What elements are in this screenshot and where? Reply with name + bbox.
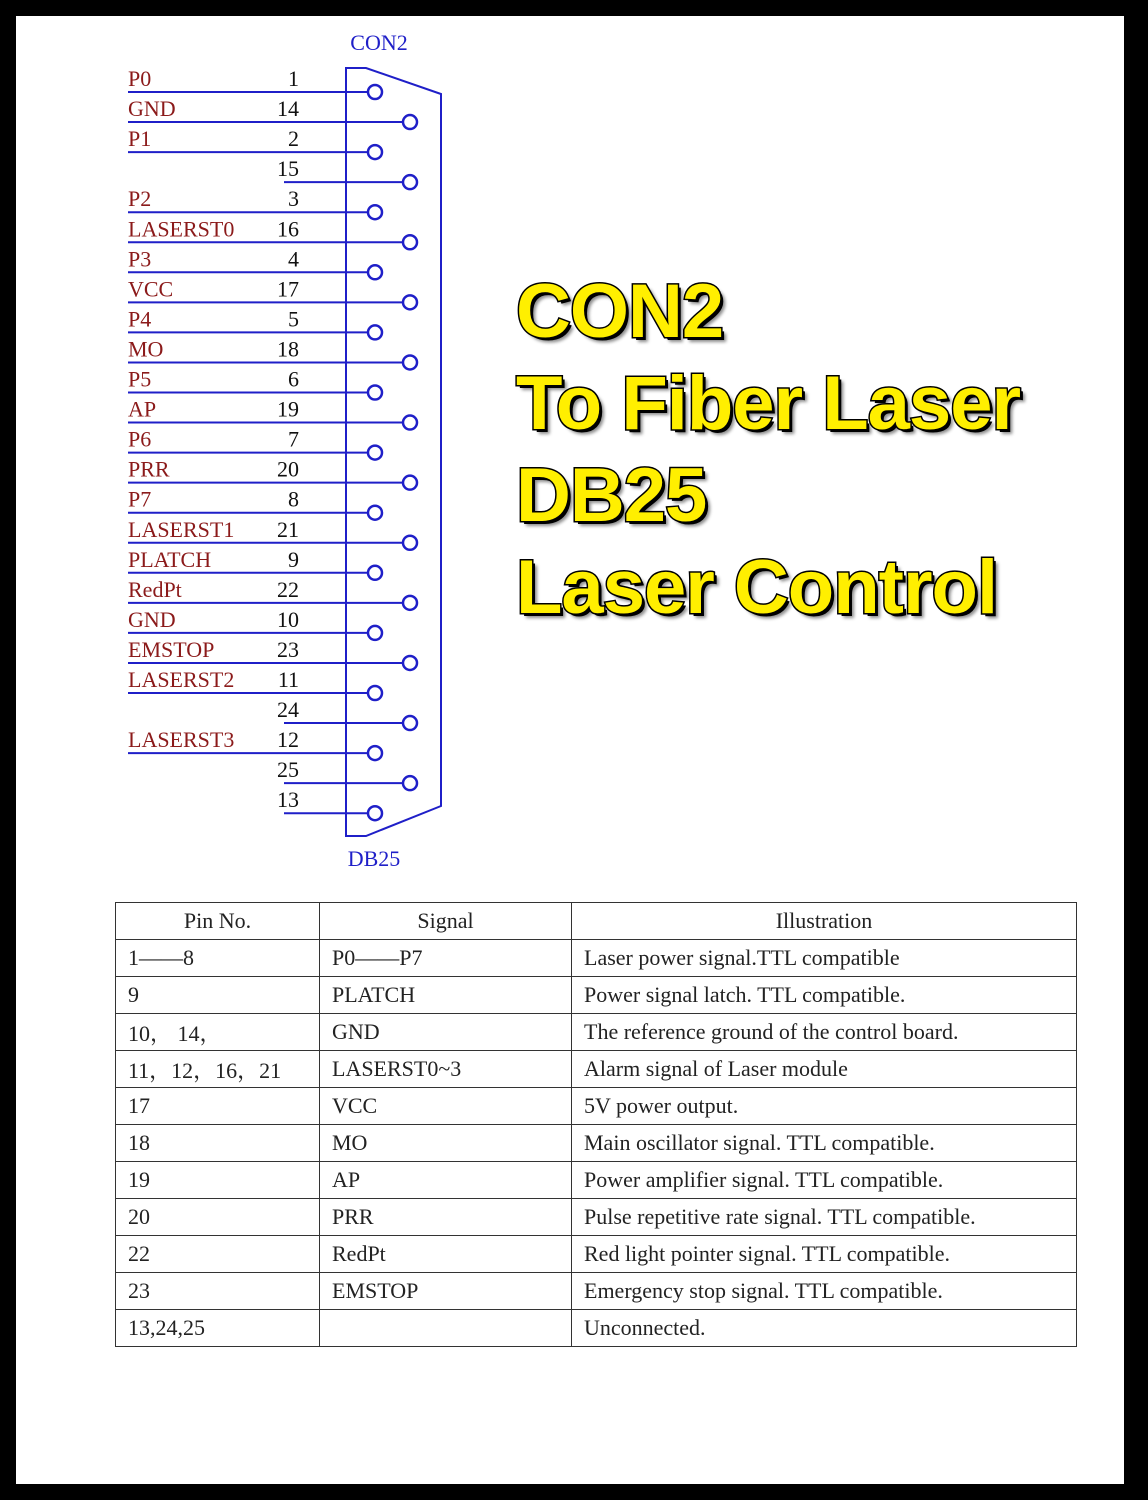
pin-number: 2 — [288, 126, 299, 152]
cell-signal: VCC — [320, 1088, 572, 1125]
pin-number: 11 — [277, 667, 299, 692]
pin-contact — [368, 806, 382, 820]
pin-contact — [368, 446, 382, 460]
cell-illustration: Alarm signal of Laser module — [572, 1051, 1077, 1088]
cell-signal: P0——P7 — [320, 940, 572, 977]
pin-number: 13 — [277, 787, 299, 813]
cell-signal — [320, 1310, 572, 1347]
pin-signal-label: P4 — [128, 306, 152, 332]
table-row — [116, 1273, 1077, 1310]
connector-type-label: DB25 — [347, 846, 401, 871]
cell-pin: 20 — [116, 1199, 320, 1236]
cell-pin: 1——8 — [116, 940, 320, 977]
cell-illustration: Red light pointer signal. TTL compatible. — [572, 1236, 1077, 1273]
pin-contact — [368, 386, 382, 400]
cell-pin: 18 — [116, 1125, 320, 1162]
cell-signal: LASERST0~3 — [320, 1051, 572, 1088]
cell-illustration: Main oscillator signal. TTL compatible. — [572, 1125, 1077, 1162]
db25-schematic — [16, 16, 536, 886]
pin-signal-label: LASERST3 — [128, 727, 235, 753]
headline-line-4: Laser Control — [516, 545, 998, 630]
pin-signal-label: EMSTOP — [128, 636, 215, 662]
pin-number: 9 — [288, 546, 299, 572]
cell-signal: PRR — [320, 1199, 572, 1236]
pin-contact — [403, 295, 417, 309]
pin-signal-label: P5 — [128, 366, 152, 392]
pin-signal-label: LASERST0 — [128, 216, 235, 242]
cell-signal: PLATCH — [320, 977, 572, 1014]
pin-number: 18 — [277, 336, 299, 362]
pin-number: 14 — [277, 96, 299, 122]
cell-signal: RedPt — [320, 1236, 572, 1273]
pin-contact — [403, 716, 417, 730]
pin-signal-label: LASERST1 — [128, 516, 235, 542]
cell-illustration: Laser power signal.TTL compatible — [572, 940, 1077, 977]
table-row — [116, 1162, 1077, 1199]
headline-line-1: CON2 — [516, 269, 724, 354]
pin-number: 17 — [277, 276, 299, 302]
cell-pin: 19 — [116, 1162, 320, 1199]
pin-signal-label: PRR — [128, 456, 170, 482]
pin-number: 19 — [277, 396, 299, 422]
pin-number: 3 — [288, 186, 299, 212]
pin-signal-label: GND — [128, 96, 176, 122]
pin-contact — [403, 476, 417, 490]
pin-number: 5 — [288, 306, 299, 332]
pin-number: 4 — [288, 246, 299, 272]
headline-line-2: To Fiber Laser — [516, 361, 1021, 446]
pin-contact — [368, 85, 382, 99]
pin-contact — [368, 265, 382, 279]
pin-number: 7 — [288, 426, 299, 452]
headline — [516, 266, 1020, 634]
pin-number: 10 — [277, 606, 299, 632]
pin-contact — [368, 145, 382, 159]
cell-signal: GND — [320, 1014, 572, 1051]
pin-contact — [368, 506, 382, 520]
table-row — [116, 940, 1077, 977]
header-illustration: Illustration — [572, 903, 1077, 940]
pin-number: 16 — [277, 216, 299, 242]
pin-number: 24 — [277, 697, 299, 723]
table-row — [116, 977, 1077, 1014]
pin-signal-label: VCC — [128, 276, 174, 302]
cell-pin: 10， 14， — [116, 1014, 320, 1051]
pin-signal-label: P7 — [128, 486, 152, 512]
cell-illustration: Pulse repetitive rate signal. TTL compatible. — [572, 1199, 1077, 1236]
table-row — [116, 1051, 1077, 1088]
pin-contact — [403, 416, 417, 430]
pin-number: 25 — [277, 757, 299, 783]
table-row — [116, 1014, 1077, 1051]
table-row — [116, 1199, 1077, 1236]
pin-contact — [368, 325, 382, 339]
pin-contact — [403, 115, 417, 129]
pin-signal-label: P1 — [128, 126, 152, 152]
pin-signal-label: P3 — [128, 246, 152, 272]
pin-number: 23 — [277, 636, 299, 662]
cell-illustration: Power amplifier signal. TTL compatible. — [572, 1162, 1077, 1199]
cell-illustration: Power signal latch. TTL compatible. — [572, 977, 1077, 1014]
pin-signal-label: P6 — [128, 426, 152, 452]
pin-contact — [403, 355, 417, 369]
header-pin-no: Pin No. — [116, 903, 320, 940]
pin-signal-label: MO — [128, 336, 164, 362]
table-header-row — [116, 903, 1077, 940]
table-row — [116, 1236, 1077, 1273]
pin-contact — [368, 746, 382, 760]
pin-description-table — [115, 902, 1077, 1347]
pin-contact — [403, 656, 417, 670]
pin-number: 8 — [288, 486, 299, 512]
page-sheet — [16, 16, 1124, 1484]
pin-number: 20 — [277, 456, 299, 482]
table-row — [116, 1310, 1077, 1347]
cell-illustration: 5V power output. — [572, 1088, 1077, 1125]
cell-illustration: Emergency stop signal. TTL compatible. — [572, 1273, 1077, 1310]
pin-contact — [368, 626, 382, 640]
pin-signal-label: PLATCH — [128, 546, 212, 572]
pin-signal-label: AP — [128, 396, 157, 422]
cell-signal: MO — [320, 1125, 572, 1162]
pin-signal-label: GND — [128, 606, 176, 632]
pin-signal-label: P2 — [128, 186, 152, 212]
pin-contact — [403, 536, 417, 550]
pin-signal-label: P0 — [128, 66, 152, 91]
cell-pin: 11，12，16，21 — [116, 1051, 320, 1088]
pin-contact — [403, 776, 417, 790]
table-row — [116, 1088, 1077, 1125]
pin-signal-label: LASERST2 — [128, 667, 235, 692]
pin-number: 15 — [277, 156, 299, 182]
table-row — [116, 1125, 1077, 1162]
cell-illustration: Unconnected. — [572, 1310, 1077, 1347]
pin-contact — [403, 596, 417, 610]
pin-number: 12 — [277, 727, 299, 753]
header-signal: Signal — [320, 903, 572, 940]
cell-pin: 23 — [116, 1273, 320, 1310]
pin-number: 22 — [277, 576, 299, 602]
pin-number: 6 — [288, 366, 299, 392]
cell-signal: AP — [320, 1162, 572, 1199]
pin-contact — [368, 566, 382, 580]
pin-contact — [403, 235, 417, 249]
pin-contact — [368, 686, 382, 700]
connector-ref-label: CON2 — [350, 30, 408, 55]
pin-rows — [128, 66, 417, 820]
pin-contact — [368, 205, 382, 219]
pin-signal-label: RedPt — [128, 576, 182, 602]
pin-number: 1 — [288, 66, 299, 91]
pin-number: 21 — [277, 516, 299, 542]
cell-illustration: The reference ground of the control board. — [572, 1014, 1077, 1051]
headline-line-3: DB25 — [516, 453, 707, 538]
cell-pin: 9 — [116, 977, 320, 1014]
pin-contact — [403, 175, 417, 189]
cell-pin: 22 — [116, 1236, 320, 1273]
cell-pin: 17 — [116, 1088, 320, 1125]
cell-signal: EMSTOP — [320, 1273, 572, 1310]
cell-pin: 13,24,25 — [116, 1310, 320, 1347]
